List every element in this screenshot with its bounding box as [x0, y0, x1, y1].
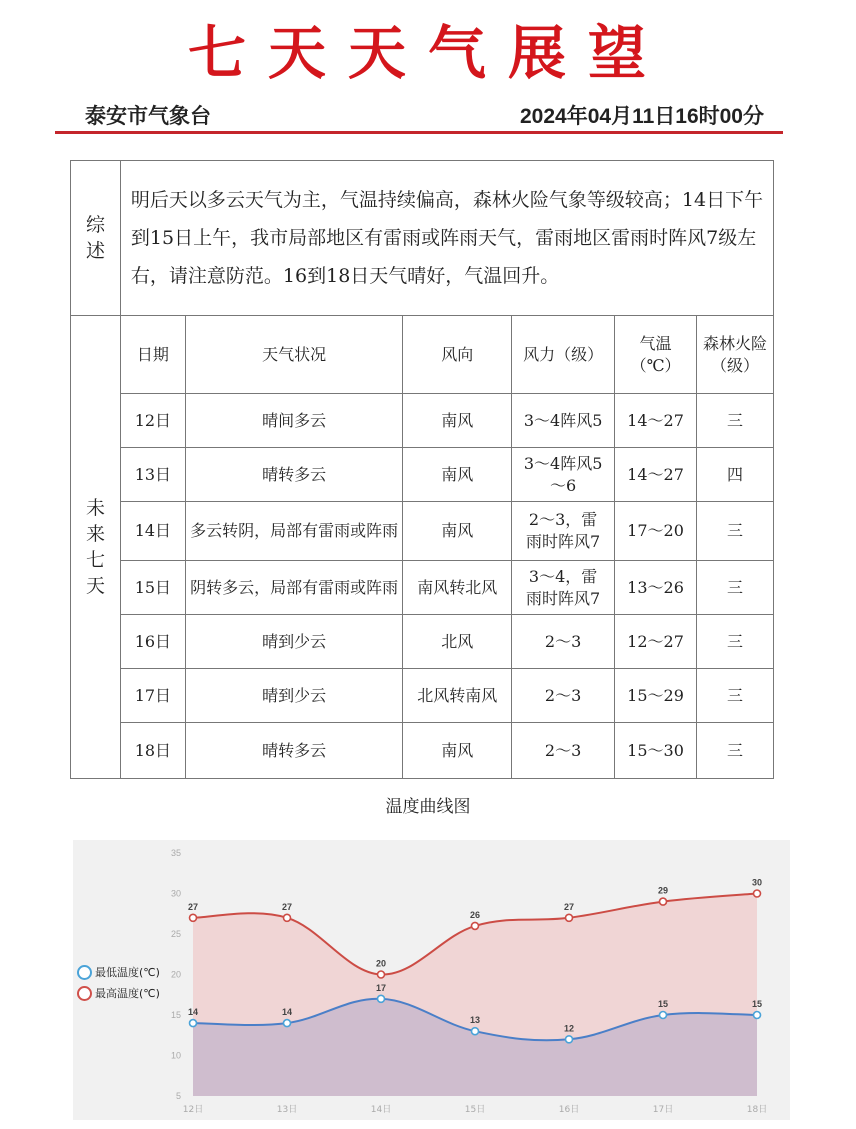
data-label: 30 — [751, 877, 763, 888]
table-cell: 南风 — [403, 394, 512, 448]
page-title: 七天天气展望 — [187, 19, 668, 87]
table-cell: 2～3 — [512, 669, 615, 723]
chart-caption: 温度曲线图 — [385, 797, 471, 817]
x-tick-label: 17日 — [652, 1105, 674, 1115]
data-point — [660, 898, 667, 905]
data-label: 12 — [563, 1023, 575, 1034]
x-tick-label: 15日 — [464, 1105, 486, 1115]
y-tick-label: 35 — [170, 848, 181, 858]
data-label: 13 — [469, 1015, 481, 1026]
table-header-row — [71, 316, 774, 394]
table-cell: 三 — [697, 394, 774, 448]
data-label: 29 — [657, 885, 669, 896]
table-cell: 17日 — [120, 669, 185, 723]
table-cell: 三 — [697, 502, 774, 561]
data-point — [284, 1020, 291, 1027]
table-cell: 14～27 — [615, 448, 697, 502]
data-point — [754, 1012, 761, 1019]
table-cell: 15～29 — [615, 669, 697, 723]
x-tick-label: 12日 — [182, 1105, 204, 1115]
y-tick-label: 15 — [170, 1010, 181, 1020]
table-cell: 三 — [697, 615, 774, 669]
table-row — [71, 723, 774, 779]
chart-svg — [73, 840, 790, 1120]
table-cell: 18日 — [120, 723, 185, 779]
table-cell: 17～20 — [615, 502, 697, 561]
data-label: 26 — [469, 909, 481, 920]
y-tick-label: 5 — [175, 1091, 181, 1101]
data-point — [190, 914, 197, 921]
issue-datetime: 2024年04月11日16时00分 — [520, 105, 764, 128]
table-cell: 14～27 — [615, 394, 697, 448]
y-tick-label: 25 — [170, 929, 181, 939]
legend-marker-icon — [77, 965, 92, 980]
data-point — [472, 922, 479, 929]
table-cell: 晴转多云 — [185, 448, 403, 502]
table-cell: 南风 — [403, 502, 512, 561]
data-point — [660, 1012, 667, 1019]
forecast-table — [70, 160, 774, 779]
y-tick-label: 10 — [170, 1050, 181, 1061]
column-header: 风力（级） — [512, 316, 615, 394]
data-point — [754, 890, 761, 897]
table-cell: 13～26 — [615, 561, 697, 615]
table-cell: 2～3 — [512, 723, 615, 779]
table-cell: 3～4，雷雨时阵风7 — [512, 561, 615, 615]
table-row — [71, 561, 774, 615]
data-point — [566, 914, 573, 921]
column-header: 日期 — [120, 316, 185, 394]
temperature-chart — [73, 840, 790, 1120]
table-cell: 16日 — [120, 615, 185, 669]
data-label: 27 — [187, 901, 199, 912]
table-row — [71, 502, 774, 561]
table-cell: 14日 — [120, 502, 185, 561]
table-cell: 3～4阵风5 — [512, 394, 615, 448]
table-cell: 13日 — [120, 448, 185, 502]
data-label: 27 — [281, 901, 293, 912]
summary-label-cell — [71, 161, 121, 316]
table-cell: 15日 — [120, 561, 185, 615]
table-cell: 阴转多云，局部有雷雨或阵雨 — [185, 561, 403, 615]
data-label: 17 — [375, 982, 387, 993]
column-header: 天气状况 — [185, 316, 403, 394]
x-tick-label: 14日 — [370, 1105, 392, 1115]
data-label: 14 — [187, 1007, 199, 1018]
table-cell: 四 — [697, 448, 774, 502]
table-cell: 多云转阴，局部有雷雨或阵雨 — [185, 502, 403, 561]
table-row — [71, 394, 774, 448]
table-cell: 12日 — [120, 394, 185, 448]
summary-text: 明后天以多云天气为主，气温持续偏高，森林火险气象等级较高；14日下午到15日上午，我市局部地区有雷雨或阵雨天气，雷雨地区雷雨时阵风7级左右，请注意防范。16到18日天气晴好，气温回升。 — [120, 161, 773, 316]
data-label: 15 — [657, 999, 669, 1009]
column-header: 风向 — [403, 316, 512, 394]
data-point — [472, 1028, 479, 1035]
legend-label: 最低温度(℃) — [95, 966, 160, 979]
table-cell: 晴转多云 — [185, 723, 403, 779]
data-point — [566, 1036, 573, 1043]
data-point — [284, 914, 291, 921]
table-cell: 南风 — [403, 723, 512, 779]
header-divider — [55, 131, 783, 134]
table-cell: 北风 — [403, 615, 512, 669]
data-label: 14 — [281, 1007, 293, 1018]
legend-item-min — [77, 964, 160, 980]
forecast-label: 未来七天 — [85, 497, 105, 597]
x-tick-label: 13日 — [276, 1105, 298, 1115]
column-header: 森林火险（级） — [697, 316, 774, 394]
column-header: 气温（℃） — [615, 316, 697, 394]
legend-marker-icon — [77, 986, 92, 1001]
table-cell: 2～3，雷雨时阵风7 — [512, 502, 615, 561]
data-point — [378, 995, 385, 1002]
data-point — [190, 1020, 197, 1027]
table-cell: 南风转北风 — [403, 561, 512, 615]
data-label: 20 — [375, 958, 387, 969]
data-point — [378, 971, 385, 978]
legend-label: 最高温度(℃) — [95, 987, 160, 1000]
forecast-label-cell — [71, 316, 121, 779]
table-cell: 15～30 — [615, 723, 697, 779]
legend-item-max — [77, 985, 160, 1001]
table-cell: 12～27 — [615, 615, 697, 669]
table-row — [71, 669, 774, 723]
y-tick-label: 20 — [170, 969, 181, 980]
table-cell: 北风转南风 — [403, 669, 512, 723]
summary-row — [71, 161, 774, 316]
data-label: 27 — [563, 901, 575, 912]
table-cell: 三 — [697, 723, 774, 779]
issuing-organization: 泰安市气象台 — [85, 103, 211, 128]
data-label: 15 — [751, 999, 763, 1009]
table-cell: 三 — [697, 561, 774, 615]
table-cell: 2～3 — [512, 615, 615, 669]
x-tick-label: 18日 — [746, 1105, 768, 1115]
table-row — [71, 615, 774, 669]
table-cell: 晴到少云 — [185, 615, 403, 669]
y-tick-label: 30 — [170, 888, 181, 899]
table-cell: 晴到少云 — [185, 669, 403, 723]
table-cell: 3～4阵风5～6 — [512, 448, 615, 502]
table-cell: 南风 — [403, 448, 512, 502]
summary-label: 综述 — [85, 214, 105, 262]
table-cell: 三 — [697, 669, 774, 723]
x-tick-label: 16日 — [558, 1105, 580, 1115]
table-row — [71, 448, 774, 502]
table-cell: 晴间多云 — [185, 394, 403, 448]
